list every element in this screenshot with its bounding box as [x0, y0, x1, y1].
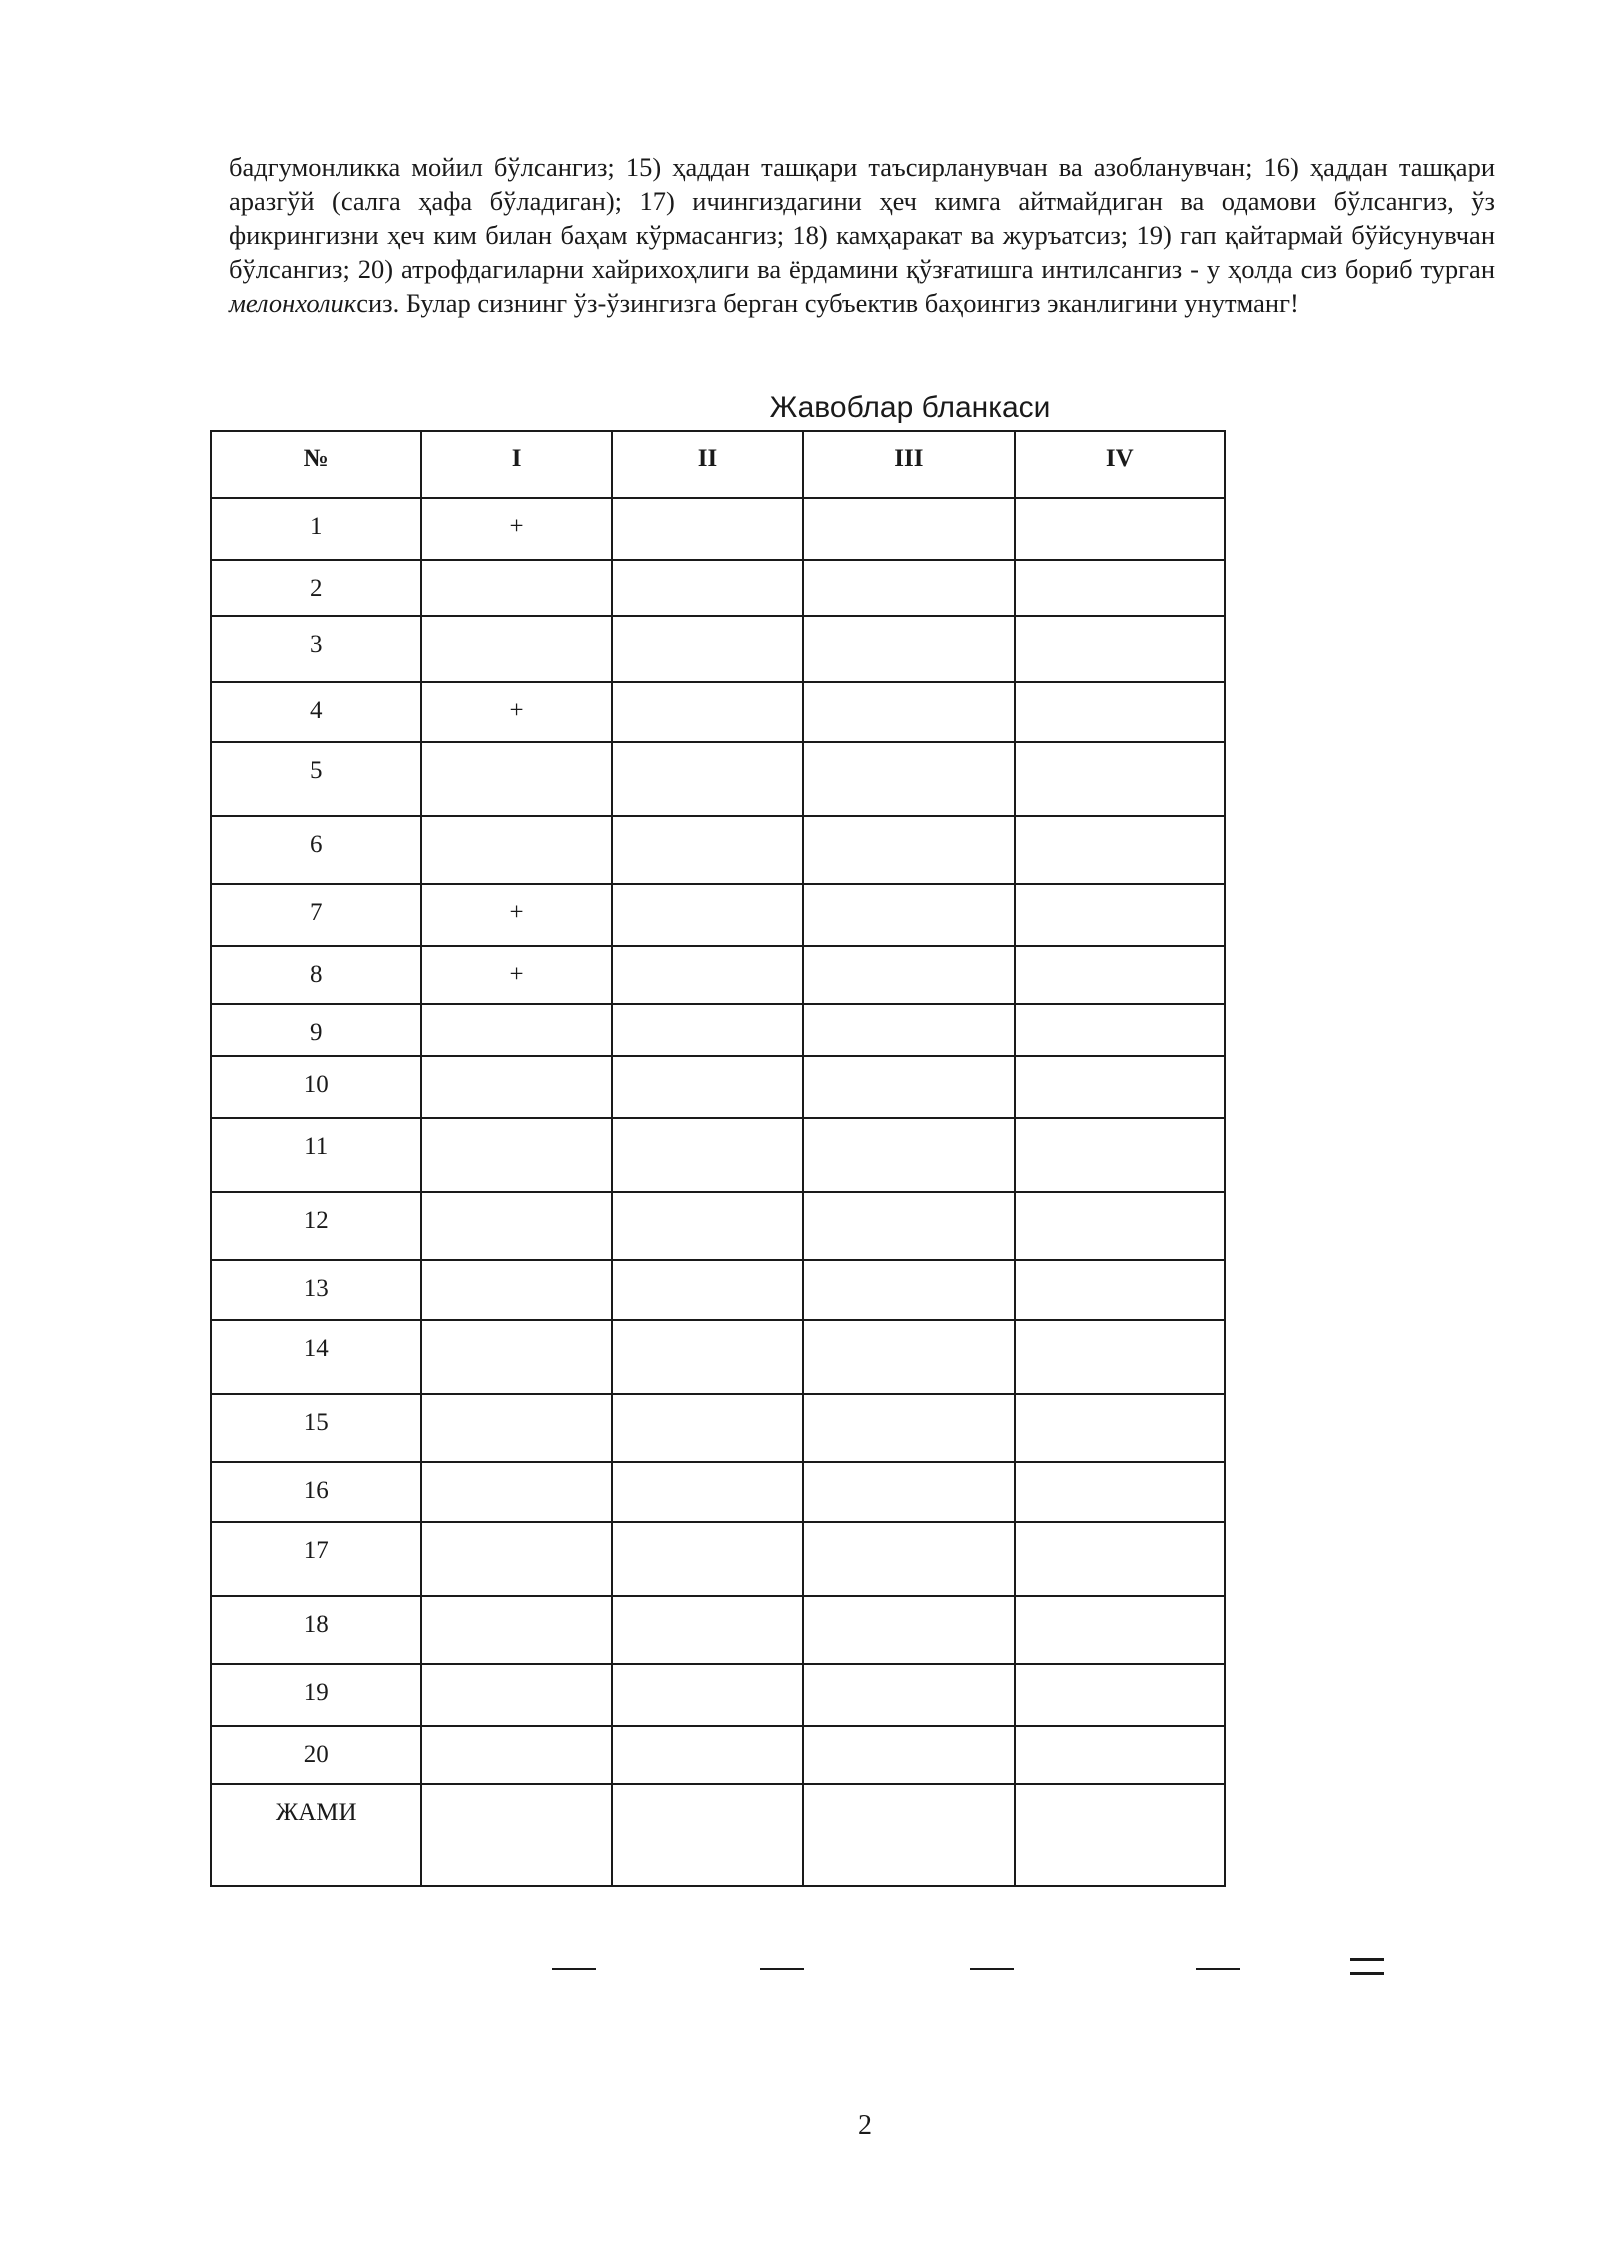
row-col-i-cell: [421, 1664, 611, 1726]
row-col-iv-cell: [1015, 616, 1225, 682]
form-title: Жавоблар бланкаси: [769, 391, 1051, 424]
row-number-cell: 16: [211, 1462, 421, 1522]
row-col-iii-cell: [803, 1192, 1014, 1260]
table-row: [211, 560, 1225, 616]
row-col-i-cell: [421, 1462, 611, 1522]
row-col-iii-cell: [803, 1726, 1014, 1784]
row-col-ii-cell: [612, 946, 803, 1004]
row-col-iii-cell: [803, 816, 1014, 884]
table-row: [211, 1596, 1225, 1664]
row-number-cell: 15: [211, 1394, 421, 1462]
row-col-iv-cell: [1015, 1596, 1225, 1664]
row-number-cell: 6: [211, 816, 421, 884]
table-row: [211, 1462, 1225, 1522]
row-col-ii-cell: [612, 1596, 803, 1664]
row-col-iii-cell: [803, 498, 1014, 560]
row-col-i-cell: +: [421, 884, 611, 946]
row-col-i-cell: [421, 742, 611, 816]
row-number-cell: 1: [211, 498, 421, 560]
table-row: [211, 1192, 1225, 1260]
row-col-i-cell: [421, 1260, 611, 1320]
row-col-ii-cell: [612, 1118, 803, 1192]
row-col-iii-cell: [803, 1118, 1014, 1192]
row-col-iv-cell: [1015, 1394, 1225, 1462]
row-number-cell: 3: [211, 616, 421, 682]
row-col-ii-cell: [612, 616, 803, 682]
table-header-row: [211, 431, 1225, 498]
row-col-iii-cell: [803, 1522, 1014, 1596]
row-col-i-cell: [421, 1394, 611, 1462]
row-col-ii-cell: [612, 1056, 803, 1118]
row-col-iv-cell: [1015, 1320, 1225, 1394]
row-col-i-cell: [421, 1056, 611, 1118]
row-col-i-cell: [421, 1118, 611, 1192]
row-col-i-cell: +: [421, 498, 611, 560]
table-row: [211, 1522, 1225, 1596]
row-col-iii-cell: [803, 1004, 1014, 1056]
row-col-iii-cell: [803, 616, 1014, 682]
total-col-i-cell: [421, 1784, 611, 1886]
total-col-ii-cell: [612, 1784, 803, 1886]
table-row: [211, 1664, 1225, 1726]
row-col-i-cell: [421, 1522, 611, 1596]
row-col-i-cell: +: [421, 682, 611, 742]
equals-sign: [1350, 1958, 1384, 1980]
row-col-iv-cell: [1015, 946, 1225, 1004]
row-number-cell: 17: [211, 1522, 421, 1596]
row-col-iv-cell: [1015, 560, 1225, 616]
row-col-iv-cell: [1015, 1260, 1225, 1320]
row-col-iii-cell: [803, 1260, 1014, 1320]
answer-sheet-table: [210, 430, 1226, 1887]
row-number-cell: 14: [211, 1320, 421, 1394]
header-col-ii: II: [612, 431, 803, 498]
row-col-iii-cell: [803, 1664, 1014, 1726]
row-col-ii-cell: [612, 498, 803, 560]
total-col-iii-cell: [803, 1784, 1014, 1886]
row-col-i-cell: [421, 1192, 611, 1260]
row-col-iv-cell: [1015, 682, 1225, 742]
row-col-ii-cell: [612, 1320, 803, 1394]
row-col-iii-cell: [803, 1462, 1014, 1522]
row-col-iv-cell: [1015, 498, 1225, 560]
row-col-ii-cell: [612, 1726, 803, 1784]
row-col-iv-cell: [1015, 1726, 1225, 1784]
row-col-iv-cell: [1015, 1522, 1225, 1596]
table-row: [211, 1260, 1225, 1320]
paragraph-text-1: бадгумонликка мойил бўлсангиз; 15) ҳаддан ташқари таъсирланувчан ва азобланувчан; 16) ҳаддан ташқари аразгўй (салга ҳафа бўладиган); 17) ичингиздагини ҳеч кимга айтмайдиган ва одамови бўлсангиз, ўз фикрингизни ҳеч ким билан баҳам кўрмасангиз; 18) камҳаракат ва журъатсиз; 19) гап қайтармай бўйсунувчан бўлсангиз; 20) атрофдагиларни хайрихоҳлиги ва ёрдамини қўзғатишга интилсангиз - у ҳолда сиз бориб турган: [229, 152, 1495, 284]
page-number: 2: [858, 2110, 872, 2141]
header-col-i: I: [421, 431, 611, 498]
row-col-ii-cell: [612, 1192, 803, 1260]
body-paragraph: [229, 150, 1495, 320]
table-row: [211, 682, 1225, 742]
row-col-iv-cell: [1015, 1192, 1225, 1260]
row-number-cell: 2: [211, 560, 421, 616]
blank-dash-3: [970, 1968, 1014, 1970]
table-row: [211, 616, 1225, 682]
row-col-iii-cell: [803, 1320, 1014, 1394]
row-col-iv-cell: [1015, 1664, 1225, 1726]
table-row: [211, 1118, 1225, 1192]
row-col-ii-cell: [612, 1260, 803, 1320]
header-number: №: [211, 431, 421, 498]
paragraph-italic-term: мелонхолик: [229, 288, 357, 318]
row-col-iv-cell: [1015, 742, 1225, 816]
row-col-ii-cell: [612, 1664, 803, 1726]
row-col-ii-cell: [612, 1522, 803, 1596]
header-col-iv: IV: [1015, 431, 1225, 498]
row-col-i-cell: [421, 1320, 611, 1394]
row-number-cell: 13: [211, 1260, 421, 1320]
blank-dash-1: [552, 1968, 596, 1970]
row-col-i-cell: [421, 1596, 611, 1664]
row-col-iv-cell: [1015, 884, 1225, 946]
table-row: [211, 1056, 1225, 1118]
table-row: [211, 1394, 1225, 1462]
row-col-iv-cell: [1015, 1056, 1225, 1118]
row-col-i-cell: [421, 560, 611, 616]
row-number-cell: 10: [211, 1056, 421, 1118]
row-number-cell: 11: [211, 1118, 421, 1192]
table-row: [211, 884, 1225, 946]
row-col-ii-cell: [612, 1394, 803, 1462]
table-total-row: [211, 1784, 1225, 1886]
table-row: [211, 498, 1225, 560]
paragraph-text-2: сиз. Булар сизнинг ўз-ўзингизга берган субъектив баҳоингиз эканлигини унутманг!: [356, 288, 1299, 318]
row-col-iii-cell: [803, 1056, 1014, 1118]
row-col-iv-cell: [1015, 1004, 1225, 1056]
row-col-ii-cell: [612, 816, 803, 884]
row-col-ii-cell: [612, 742, 803, 816]
row-col-ii-cell: [612, 884, 803, 946]
row-col-ii-cell: [612, 560, 803, 616]
blank-dash-2: [760, 1968, 804, 1970]
row-col-i-cell: [421, 816, 611, 884]
row-col-iii-cell: [803, 560, 1014, 616]
total-label-cell: ЖАМИ: [211, 1784, 421, 1886]
blank-dash-4: [1196, 1968, 1240, 1970]
row-number-cell: 20: [211, 1726, 421, 1784]
row-number-cell: 7: [211, 884, 421, 946]
header-col-iii: III: [803, 431, 1014, 498]
row-col-i-cell: +: [421, 946, 611, 1004]
total-col-iv-cell: [1015, 1784, 1225, 1886]
row-number-cell: 18: [211, 1596, 421, 1664]
table-row: [211, 1004, 1225, 1056]
row-col-ii-cell: [612, 1462, 803, 1522]
row-number-cell: 9: [211, 1004, 421, 1056]
row-col-iii-cell: [803, 742, 1014, 816]
row-col-iii-cell: [803, 1596, 1014, 1664]
total-formula-line: [0, 1958, 1600, 1988]
row-col-iii-cell: [803, 682, 1014, 742]
row-col-iii-cell: [803, 1394, 1014, 1462]
row-number-cell: 12: [211, 1192, 421, 1260]
table-row: [211, 946, 1225, 1004]
row-col-ii-cell: [612, 1004, 803, 1056]
row-col-iv-cell: [1015, 1462, 1225, 1522]
table-row: [211, 816, 1225, 884]
row-col-i-cell: [421, 616, 611, 682]
row-number-cell: 5: [211, 742, 421, 816]
table-row: [211, 1320, 1225, 1394]
row-col-iv-cell: [1015, 1118, 1225, 1192]
row-col-i-cell: [421, 1004, 611, 1056]
table-row: [211, 742, 1225, 816]
row-col-iii-cell: [803, 946, 1014, 1004]
row-col-i-cell: [421, 1726, 611, 1784]
table-row: [211, 1726, 1225, 1784]
row-number-cell: 4: [211, 682, 421, 742]
row-col-iii-cell: [803, 884, 1014, 946]
row-col-ii-cell: [612, 682, 803, 742]
row-number-cell: 19: [211, 1664, 421, 1726]
row-number-cell: 8: [211, 946, 421, 1004]
row-col-iv-cell: [1015, 816, 1225, 884]
